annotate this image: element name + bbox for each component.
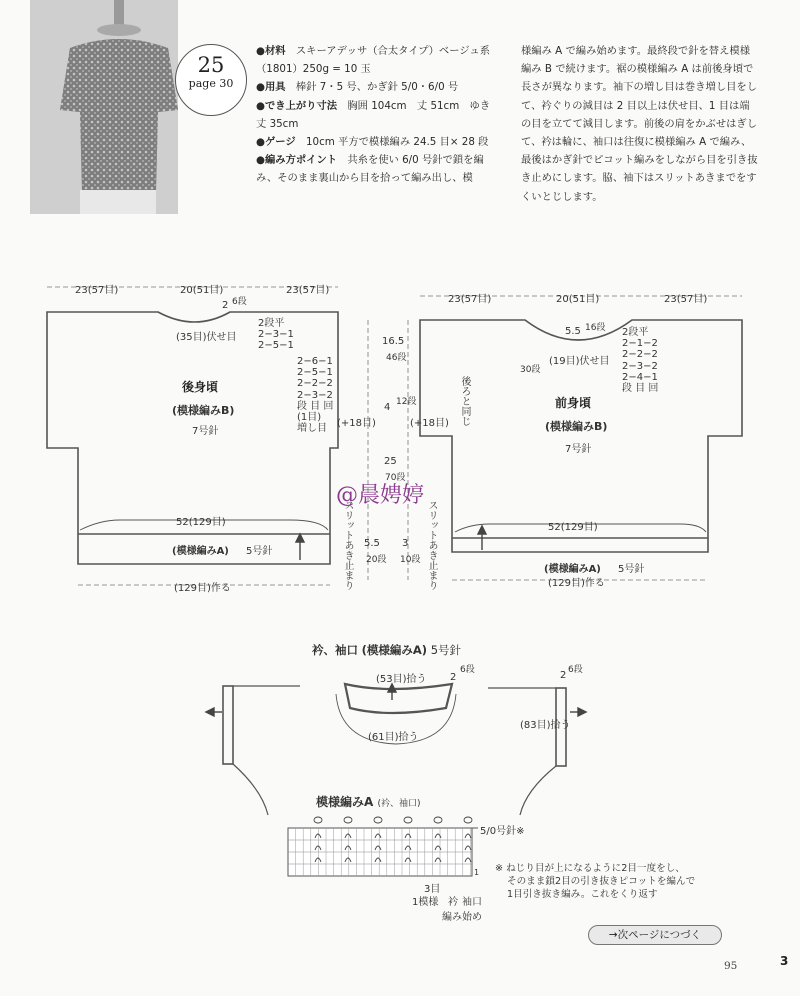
- collar-depth-rows: 6段: [460, 665, 475, 675]
- spec-text: スキーアデッサ（合太タイプ）ベージュ系（1801）250g = 10 玉: [256, 45, 490, 76]
- chart-rows: 3目: [424, 884, 441, 895]
- edge-mark: 3: [780, 954, 789, 968]
- spec-text: 共糸を使い 6/0 号針で鎖を編み、そのまま裏山から目を拾って編み出し、模: [256, 154, 484, 185]
- front-hem-width: 52(129目): [548, 522, 598, 533]
- picot-symbol: [314, 817, 322, 823]
- back-pattern: (模様編みB): [172, 404, 235, 417]
- front-pattern: (模様編みB): [545, 420, 608, 433]
- center-h1-rows: 46段: [386, 353, 407, 363]
- picot-symbol: [404, 817, 412, 823]
- pattern-number: 25: [197, 53, 225, 77]
- back-dim-right: 23(57目): [286, 285, 330, 296]
- back-inc-side: (+18目): [337, 418, 376, 429]
- front-neck-depth: 5.5: [565, 326, 581, 337]
- footnote: ※ ねじり目が上になるように2目一度をし、 そのまま鎖2目の引き抜きピコットを編んで 1目引き抜き編み。これをくり返す: [495, 863, 696, 900]
- picot-symbol: [344, 817, 352, 823]
- spec-text: 棒針 7・5 号、かぎ針 5/0・6/0 号: [295, 81, 459, 94]
- front-cast-on: (129目)作る: [548, 578, 605, 589]
- chart-cuff: 袖口: [462, 897, 482, 908]
- front-dim-mid: 20(51目): [556, 294, 600, 305]
- front-dim-right: 23(57目): [664, 294, 708, 305]
- front-hem-pattern: (模様編みA): [544, 564, 601, 575]
- back-hem-rows: 20段: [366, 555, 387, 565]
- spec-label: ●ゲージ: [256, 136, 296, 149]
- spec-label: ●編み方ポイント: [256, 154, 338, 167]
- chart-repeat: 1模様: [412, 897, 439, 908]
- back-dec-rows: 2段平 2−3−1 2−5−1: [258, 318, 294, 351]
- front-dec-rows: 2段平 2−1−2 2−2−2 2−3−2 2−4−1 段 目 回: [622, 327, 659, 395]
- front-bind-off: (19目)伏せ目: [549, 356, 610, 367]
- slit-left: スリットあき止まり: [342, 500, 353, 590]
- picot-symbol: [464, 817, 472, 823]
- spec-label: ●用具: [256, 81, 286, 94]
- sleeve-pick: (83目)拾う: [520, 720, 571, 731]
- front-neck-height: 30段: [520, 365, 541, 375]
- center-h3-rows: 70段: [385, 473, 406, 483]
- spec-label: ●材料: [256, 45, 286, 57]
- collar-depth: 2: [450, 672, 457, 683]
- next-page-button[interactable]: →次ページにつづく: [588, 925, 722, 945]
- center-h2: 4: [384, 402, 391, 413]
- chart-collar: 衿: [448, 897, 458, 908]
- chart-row-one: 1: [474, 868, 480, 877]
- collar-pick-top: (53目)拾う: [376, 674, 427, 685]
- center-h2-rows: 12段: [396, 397, 417, 407]
- back-hem-pattern: (模様編みA): [172, 546, 229, 557]
- sleeve-depth: 2: [560, 670, 567, 681]
- back-dim-mid: 20(51目): [180, 285, 224, 296]
- back-hem-needle: 5号針: [246, 546, 273, 557]
- back-neck-depth: 2: [222, 300, 229, 311]
- page-reference: page 30: [188, 77, 234, 90]
- back-hem-height: 5.5: [364, 538, 380, 549]
- chart-needle-note: 5/0号針※: [480, 826, 525, 837]
- left-cuff-band: [223, 686, 233, 764]
- back-neck-rows: 6段: [232, 297, 247, 307]
- collar-heading: 衿、袖口 (模様編みA) 5号針: [312, 643, 462, 657]
- spec-text: 10cm 平方で模様編み 24.5 目× 28 段: [305, 136, 489, 149]
- front-hem-rows: 10段: [400, 555, 421, 565]
- chart-title: 模様編みA (衿、袖口): [316, 795, 421, 809]
- picot-symbol: [374, 817, 382, 823]
- spec-label: ●でき上がり寸法: [256, 99, 338, 112]
- center-h3: 25: [384, 456, 397, 467]
- slit-right: スリットあき止まり: [426, 500, 437, 590]
- spec-text: 胸囲 104cm 丈 51cm ゆき丈 35cm: [256, 99, 491, 130]
- front-title: 前身頃: [555, 396, 592, 410]
- back-cast-on: (129目)作る: [174, 583, 231, 594]
- collar-ring: [345, 684, 452, 713]
- back-needle: 7号針: [192, 426, 219, 437]
- back-dim-left: 23(57目): [75, 285, 119, 296]
- front-hem-height: 3: [402, 538, 409, 549]
- collar-pick-bottom: (61目)拾う: [368, 732, 419, 743]
- back-inc-rows: 2−6−1 2−5−1 2−2−2 2−3−2 段 目 回 (1目) 増し目: [297, 356, 334, 435]
- watermark: @晨娉婷: [336, 483, 425, 508]
- front-hem-needle: 5号針: [618, 564, 645, 575]
- front-needle: 7号針: [565, 444, 592, 455]
- sleeve-depth-rows: 6段: [568, 665, 583, 675]
- front-neck-rows: 16段: [585, 323, 606, 333]
- front-inc-side: (+18目): [410, 418, 449, 429]
- instructions-text: 様編み A で編み始めます。最終段で針を替え模様編み B で続けます。裾の模様編み A は前後身頃で長さが異なります。袖下の増し目は巻き増し目をして、衿ぐりの減目は 2 目以上は伏せ目、1 目は端の目を立てて減目します。前後の肩をかぶせはぎして、衿は輪に、袖口は往復に模様編み A で編み、最後はかぎ針でピコット編みをしながら目を引き抜き止めにします。脇、袖下はスリットあきまでをすくいとじします。: [521, 45, 758, 203]
- front-same-as-back: 後ろと同じ: [459, 376, 470, 426]
- knitting-chart-grid: [288, 817, 478, 876]
- center-h1: 16.5: [382, 336, 405, 347]
- back-title: 後身頃: [182, 380, 219, 394]
- chart-start: 編み始め: [442, 912, 482, 923]
- front-dim-left: 23(57目): [448, 294, 492, 305]
- back-hem-width: 52(129目): [176, 517, 226, 528]
- back-bind-off: (35目)伏せ目: [176, 332, 237, 343]
- page-number: 95: [724, 960, 738, 972]
- picot-symbol: [434, 817, 442, 823]
